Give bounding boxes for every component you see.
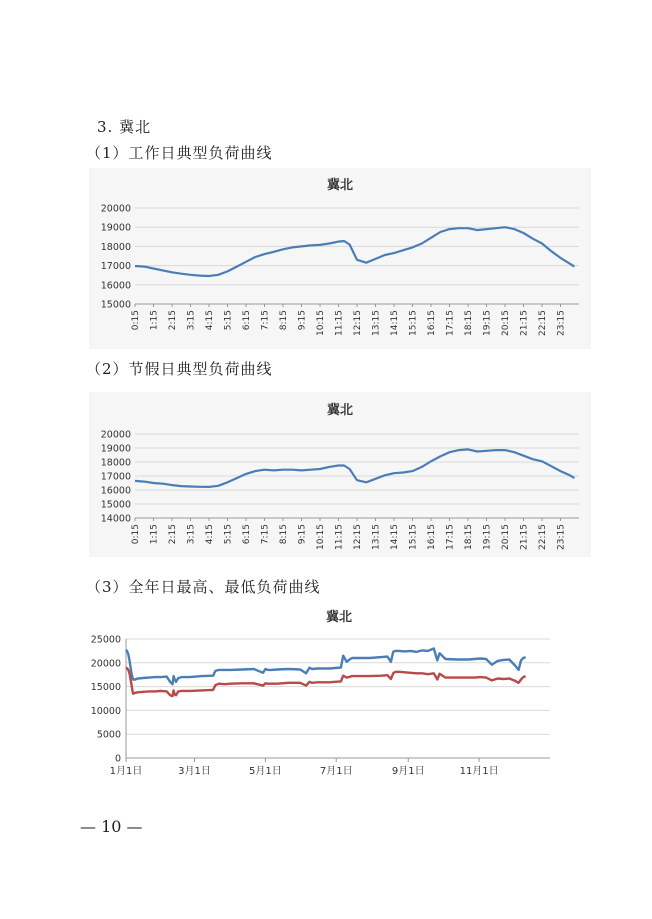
y-tick-label: 25000 <box>90 634 121 646</box>
y-tick-label: 20000 <box>100 429 131 441</box>
x-tick-label: 4:15 <box>205 524 215 545</box>
x-tick-label: 1:15 <box>149 310 160 331</box>
y-tick-label: 10000 <box>90 705 121 717</box>
x-tick-label: 13:15 <box>371 310 382 336</box>
x-tick-label: 22:15 <box>538 310 548 336</box>
x-tick-label: 20:15 <box>501 524 511 550</box>
y-tick-label: 18000 <box>100 457 131 469</box>
x-tick-label: 17:15 <box>445 524 456 550</box>
x-tick-label: 6:15 <box>242 524 252 545</box>
x-tick-label: 12:15 <box>353 524 363 550</box>
y-tick-label: 16000 <box>100 280 131 292</box>
x-tick-label: 5月1日 <box>249 766 282 777</box>
chart-title: 冀北 <box>326 178 354 193</box>
x-tick-label: 11月1日 <box>459 766 499 777</box>
chart-workday-svg <box>89 168 591 349</box>
chart-holiday-svg <box>89 392 591 557</box>
x-tick-label: 7:15 <box>260 524 271 545</box>
x-tick-label: 0:15 <box>131 524 141 545</box>
subheading-annual: （3）全年日最高、最低负荷曲线 <box>86 578 321 596</box>
x-tick-label: 11:15 <box>334 524 345 550</box>
x-tick-label: 12:15 <box>353 310 363 336</box>
chart-holiday <box>89 392 591 557</box>
y-tick-label: 15000 <box>100 499 131 511</box>
x-tick-label: 20:15 <box>501 310 511 336</box>
x-tick-label: 16:15 <box>427 524 437 550</box>
x-tick-label: 4:15 <box>205 310 215 331</box>
x-tick-label: 19:15 <box>482 524 493 550</box>
y-tick-label: 15000 <box>100 299 131 311</box>
y-tick-label: 17000 <box>100 471 131 483</box>
x-tick-label: 10:15 <box>316 524 326 550</box>
subheading-workday: （1）工作日典型负荷曲线 <box>86 144 273 162</box>
y-tick-label: 19000 <box>100 222 131 234</box>
x-tick-label: 18:15 <box>464 310 474 336</box>
y-tick-label: 14000 <box>100 513 131 525</box>
x-tick-label: 16:15 <box>427 310 437 336</box>
x-tick-label: 9月1日 <box>391 766 425 777</box>
x-tick-label: 15:15 <box>408 310 419 336</box>
y-tick-label: 5000 <box>96 729 121 741</box>
chart-annual-svg <box>89 602 565 788</box>
x-tick-label: 3:15 <box>186 310 197 331</box>
x-tick-label: 7:15 <box>260 310 271 331</box>
x-tick-label: 9:15 <box>297 524 308 545</box>
x-tick-label: 13:15 <box>371 524 382 550</box>
x-tick-label: 11:15 <box>334 310 345 336</box>
series-line-load <box>135 227 574 276</box>
chart-title: 冀北 <box>326 403 354 418</box>
x-tick-label: 22:15 <box>538 524 548 550</box>
y-tick-label: 20000 <box>90 658 121 670</box>
x-tick-label: 5:15 <box>223 524 234 545</box>
x-tick-label: 8:15 <box>279 524 289 545</box>
subheading-holiday: （2）节假日典型负荷曲线 <box>86 360 273 378</box>
x-tick-label: 3:15 <box>186 524 197 545</box>
y-tick-label: 16000 <box>100 485 131 497</box>
x-tick-label: 6:15 <box>242 310 252 331</box>
y-tick-label: 18000 <box>100 241 131 253</box>
x-tick-label: 0:15 <box>131 310 141 331</box>
x-tick-label: 23:15 <box>556 310 567 336</box>
x-tick-label: 2:15 <box>168 524 178 545</box>
x-tick-label: 23:15 <box>556 524 567 550</box>
x-tick-label: 1月1日 <box>109 766 143 777</box>
x-tick-label: 21:15 <box>519 310 530 336</box>
x-tick-label: 3月1日 <box>178 766 211 777</box>
y-tick-label: 17000 <box>100 261 131 273</box>
x-tick-label: 2:15 <box>168 310 178 331</box>
y-tick-label: 0 <box>114 753 121 765</box>
y-tick-label: 20000 <box>100 203 131 215</box>
section-title: 3. 冀北 <box>97 118 152 136</box>
x-tick-label: 18:15 <box>464 524 474 550</box>
y-tick-label: 19000 <box>100 443 131 455</box>
x-tick-label: 8:15 <box>279 310 289 331</box>
x-tick-label: 15:15 <box>408 524 419 550</box>
series-line-load <box>135 449 574 487</box>
chart-workday <box>89 168 591 349</box>
x-tick-label: 21:15 <box>519 524 530 550</box>
series-line-daily-max <box>126 649 526 685</box>
x-tick-label: 5:15 <box>223 310 234 331</box>
chart-annual <box>89 602 565 788</box>
x-tick-label: 10:15 <box>316 310 326 336</box>
x-tick-label: 9:15 <box>297 310 308 331</box>
x-tick-label: 1:15 <box>149 524 160 545</box>
chart-title: 冀北 <box>325 610 353 625</box>
x-tick-label: 14:15 <box>390 524 400 550</box>
x-tick-label: 14:15 <box>390 310 400 336</box>
y-tick-label: 15000 <box>90 682 121 694</box>
x-tick-label: 17:15 <box>445 310 456 336</box>
series-line-daily-min <box>126 668 526 697</box>
x-tick-label: 19:15 <box>482 310 493 336</box>
page-number: — 10 — <box>80 817 143 836</box>
x-tick-label: 7月1日 <box>319 766 353 777</box>
